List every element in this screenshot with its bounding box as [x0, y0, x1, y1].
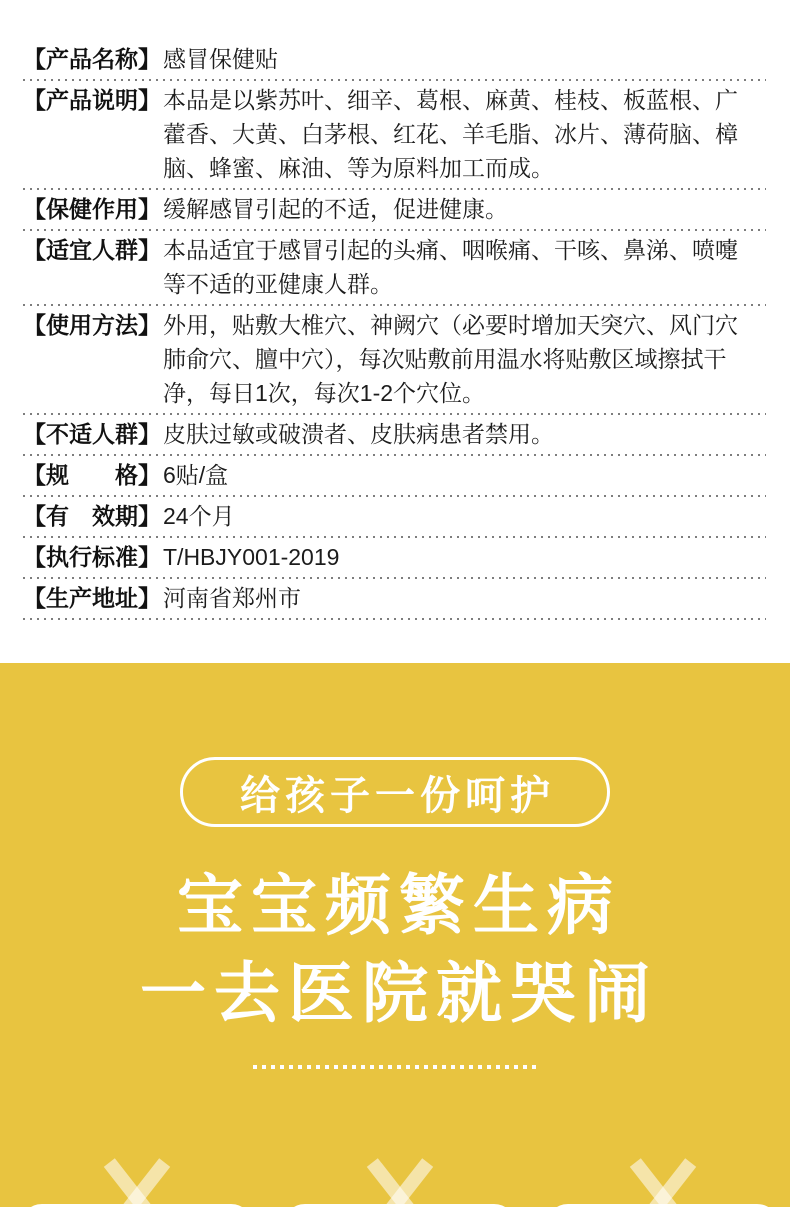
spec-value: 河南省郑州市	[163, 585, 301, 611]
dotted-divider-white	[253, 1065, 537, 1069]
spec-row-suitable-people	[23, 231, 790, 304]
promo-banner	[0, 663, 790, 1207]
spec-value: T/HBJY001-2019	[163, 544, 340, 570]
spec-row-execution-standard	[23, 538, 790, 577]
spec-row-product-name	[23, 40, 790, 79]
spec-row-specification	[23, 456, 790, 495]
x-mark-icon	[350, 1153, 450, 1207]
spec-label: 【规 格】	[23, 462, 161, 488]
spec-label: 【有 效期】	[23, 503, 161, 529]
spec-row-usage-method	[23, 306, 790, 413]
spec-value: 本品是以紫苏叶、细辛、葛根、麻黄、桂枝、板蓝根、广藿香、大黄、白茅根、红花、羊毛脂、冰片、薄荷脑、樟脑、蜂蜜、麻油、等为原料加工而成。	[163, 87, 738, 181]
spec-row-shelf-life	[23, 497, 790, 536]
dotted-divider	[23, 618, 766, 620]
x-mark-icon	[87, 1153, 187, 1207]
headline	[0, 861, 790, 1037]
spec-label: 【执行标准】	[23, 544, 161, 570]
spec-value: 24个月	[163, 503, 235, 529]
spec-label: 【产品说明】	[23, 87, 161, 113]
spec-label: 【产品名称】	[23, 46, 161, 72]
spec-row-unsuitable-people	[23, 415, 790, 454]
spec-row-health-function	[23, 190, 790, 229]
spec-value: 本品适宜于感冒引起的头痛、咽喉痛、干咳、鼻涕、喷嚏等不适的亚健康人群。	[163, 237, 738, 297]
badge-label: 给孩子一份呵护	[240, 773, 555, 818]
spec-label: 【不适人群】	[23, 421, 161, 447]
x-mark-icon	[613, 1153, 713, 1207]
headline-line-2: 一去医院就哭闹	[140, 956, 658, 1030]
spec-label: 【生产地址】	[23, 585, 161, 611]
spec-value: 缓解感冒引起的不适，促进健康。	[163, 196, 508, 222]
badge-pill	[180, 757, 610, 827]
spec-label: 【使用方法】	[23, 312, 161, 338]
spec-value: 皮肤过敏或破溃者、皮肤病患者禁用。	[163, 421, 554, 447]
spec-label: 【保健作用】	[23, 196, 161, 222]
spec-value: 感冒保健贴	[163, 46, 278, 72]
spec-row-product-description	[23, 81, 790, 188]
spec-row-production-address	[23, 579, 790, 618]
spec-value: 外用，贴敷大椎穴、神阙穴（必要时增加天突穴、风门穴肺俞穴、膻中穴），每次贴敷前用温水将贴敷区域擦拭干净，每日1次，每次1-2个穴位。	[163, 312, 738, 406]
spec-value: 6贴/盒	[163, 462, 229, 488]
spec-label: 【适宜人群】	[23, 237, 161, 263]
headline-line-1: 宝宝频繁生病	[177, 868, 621, 942]
